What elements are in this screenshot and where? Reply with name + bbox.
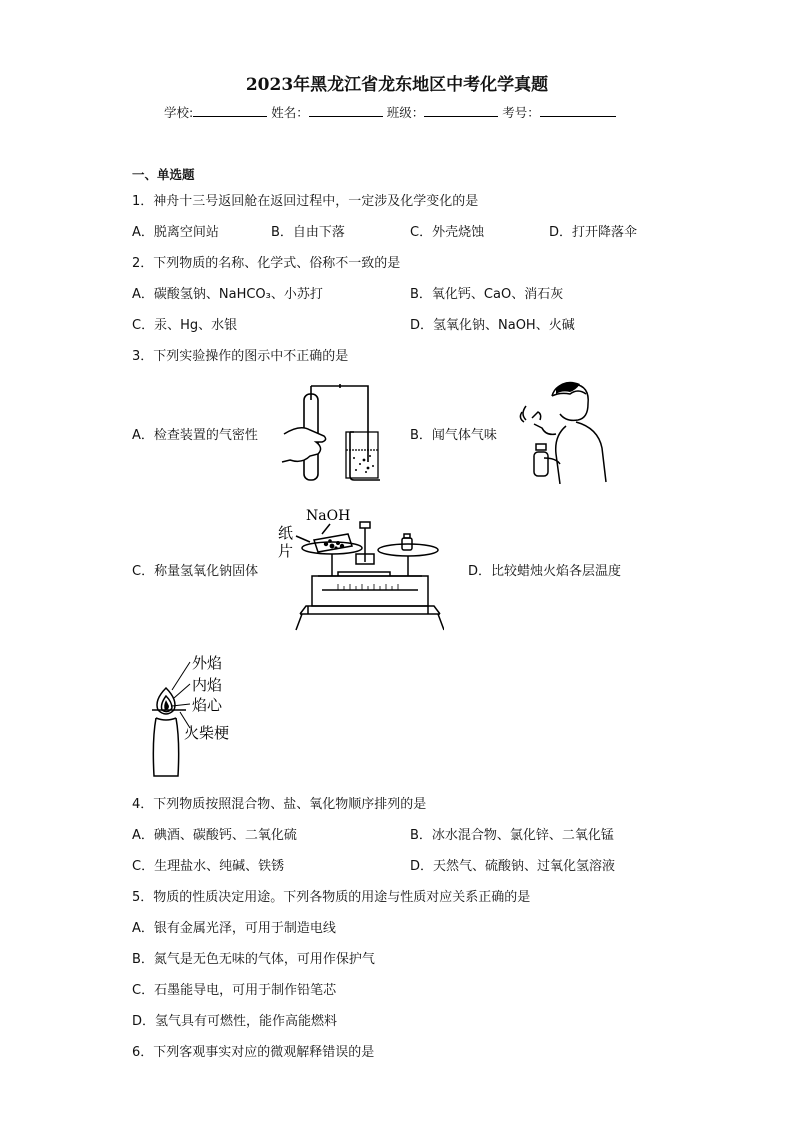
inner-flame-label: 内焰 — [192, 676, 223, 694]
school-blank[interactable] — [193, 104, 267, 117]
name-blank[interactable] — [309, 104, 383, 117]
q1-option-d: D．打开降落伞 — [549, 225, 638, 240]
q3-stem: 3．下列实验操作的图示中不正确的是 — [132, 349, 349, 364]
q4-stem: 4．下列物质按照混合物、盐、氧化物顺序排列的是 — [132, 797, 427, 812]
q2-option-b: B．氧化钙、CaO、消石灰 — [410, 287, 564, 302]
matchstick-label: 火柴梗 — [184, 724, 230, 742]
figure-smell-gas — [516, 378, 612, 484]
q3-option-a: A．检查装置的气密性 — [132, 428, 258, 443]
q3-option-b: B．闻气体气味 — [410, 428, 497, 443]
q4-option-c: C．生理盐水、纯碱、铁锈 — [132, 859, 285, 874]
paper-label-1: 纸 — [278, 524, 294, 542]
q2-stem: 2．下列物质的名称、化学式、俗称不一致的是 — [132, 256, 401, 271]
student-info-line — [164, 103, 616, 121]
q5-option-d: D．氢气具有可燃性，能作高能燃料 — [132, 1014, 338, 1029]
q4-option-b: B．冰水混合物、氯化锌、二氧化锰 — [410, 828, 614, 843]
figure-candle-flame — [146, 648, 242, 780]
q4-option-a: A．碘酒、碳酸钙、二氧化硫 — [132, 828, 297, 843]
q4-option-d: D．天然气、硫酸钠、过氧化氢溶液 — [410, 859, 616, 874]
outer-flame-label: 外焰 — [192, 654, 223, 672]
flame-core-label: 焰心 — [192, 696, 223, 714]
q1-option-a: A．脱离空间站 — [132, 225, 219, 240]
q1-option-c: C．外壳烧蚀 — [410, 225, 485, 240]
q1-stem: 1．神舟十三号返回舱在返回过程中，一定涉及化学变化的是 — [132, 194, 479, 209]
q1-option-b: B．自由下落 — [271, 225, 345, 240]
q5-stem: 5．物质的性质决定用途。下列各物质的用途与性质对应关系正确的是 — [132, 890, 531, 905]
paper-label-2: 片 — [278, 542, 294, 560]
exam-no-blank[interactable] — [540, 104, 616, 117]
q3-option-c: C．称量氢氧化钠固体 — [132, 564, 259, 579]
naoh-label: NaOH — [306, 508, 351, 524]
q2-option-c: C．汞、Hg、水银 — [132, 318, 238, 333]
exam-no-label: 考号： — [502, 105, 540, 120]
section-heading: 一、单选题 — [132, 167, 195, 182]
q5-option-b: B．氮气是无色无味的气体，可用作保护气 — [132, 952, 375, 967]
page-title: 2023年黑龙江省龙东地区中考化学真题 — [245, 75, 549, 95]
q3-option-d: D．比较蜡烛火焰各层温度 — [468, 564, 622, 579]
q5-option-c: C．石墨能导电，可用于制作铅笔芯 — [132, 983, 337, 998]
q2-option-d: D．氢氧化钠、NaOH、火碱 — [410, 318, 575, 333]
q2-option-a: A．碳酸氢钠、NaHCO₃、小苏打 — [132, 287, 323, 302]
q6-stem: 6．下列客观事实对应的微观解释错误的是 — [132, 1045, 375, 1060]
figure-airtightness-check — [280, 380, 380, 488]
class-blank[interactable] — [424, 104, 498, 117]
q5-option-a: A．银有金属光泽，可用于制造电线 — [132, 921, 336, 936]
class-label: 班级： — [386, 105, 425, 120]
name-label: 姓名： — [271, 105, 309, 120]
school-label: 学校: — [164, 105, 194, 120]
figure-weigh-naoh — [278, 502, 444, 634]
